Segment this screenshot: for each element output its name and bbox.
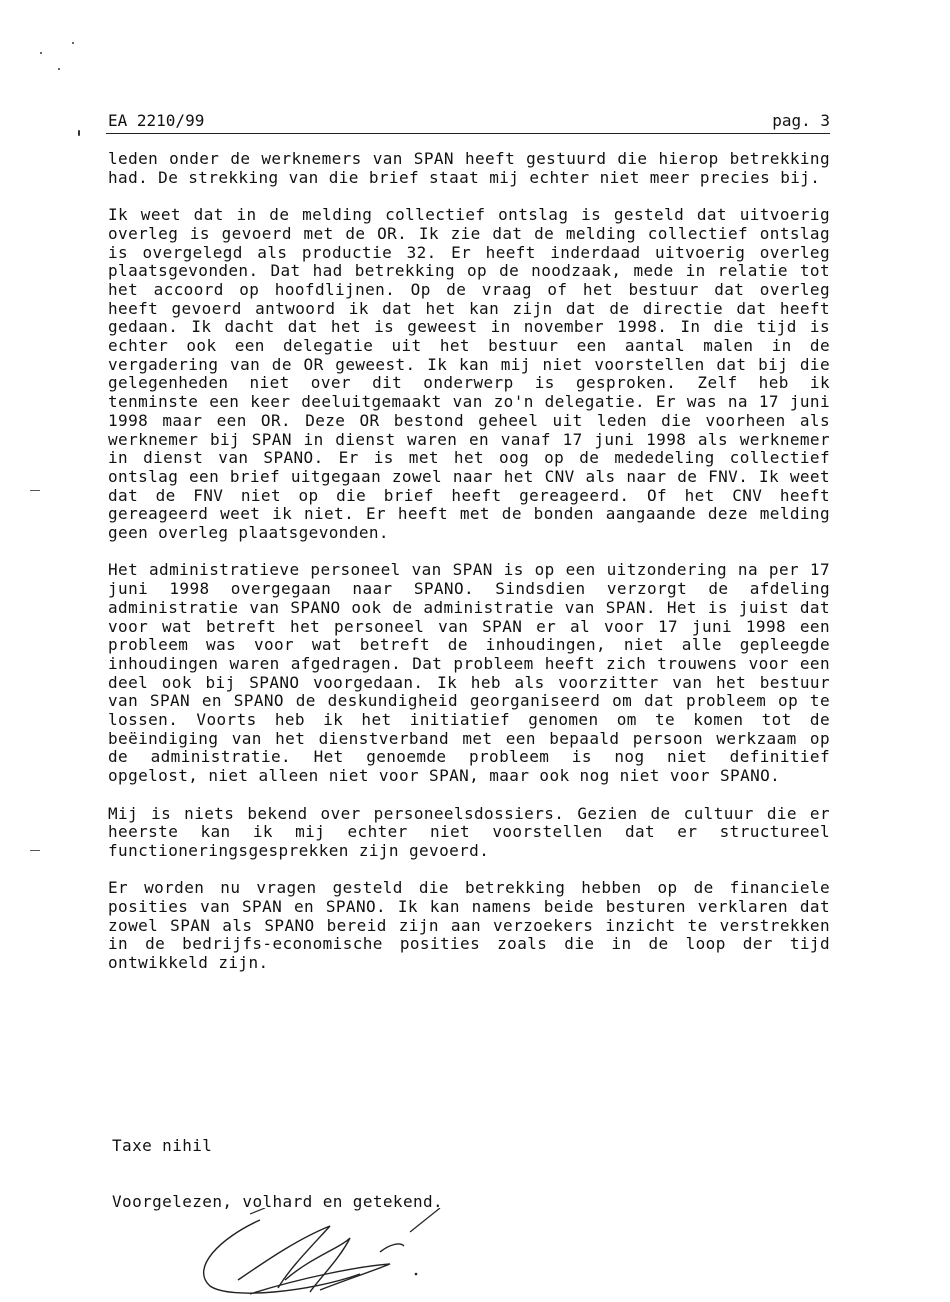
closing-note: Taxe nihil	[112, 1136, 213, 1155]
signature-image	[190, 1208, 450, 1302]
statement-body	[108, 150, 830, 992]
page-number: pag. 3	[772, 111, 830, 130]
header-rule	[106, 133, 830, 134]
case-reference: EA 2210/99	[108, 111, 205, 130]
paragraph: Ik weet dat in de melding collectief ontslag is gesteld dat uitvoerig overleg is gevoerd met de OR. Ik zie dat de melding collectief ontslag is overgelegd als productie 32. Er heeft inderdaad uitvoerig overleg plaatsgevonden. Dat had betrekking op de noodzaak, mede in relatie tot het accoord op hoofdlijnen. Op de vraag of het bestuur dat overleg heeft gevoerd antwoord ik dat het kan zijn dat de directie dat heeft gedaan. Ik dacht dat het is geweest in november 1998. In die tijd is echter ook een delegatie uit het bestuur een aantal malen in de vergadering van de OR geweest. Ik kan mij niet voorstellen dat bij die gelegenheden niet over dit onderwerp is gesproken. Zelf heb ik tenminste een keer deeluitgemaakt van zo'n delegatie. Er was na 17 juni 1998 maar een OR. Deze OR bestond geheel uit leden die voorheen als werknemer bij SPAN in dienst waren en vanaf 17 juni 1998 als werknemer in dienst van SPANO. Er is met het oog op de mededeling collectief ontslag een brief uitgegaan zowel naar het CNV als naar de FNV. Ik weet dat de FNV niet op die brief heeft gereageerd. Of het CNV heeft gereageerd weet ik niet. Er heeft met de bonden aangaande deze melding geen overleg plaatsgevonden.	[108, 205, 830, 543]
paragraph: Mij is niets bekend over personeelsdossiers. Gezien de cultuur die er heerste kan ik mij echter niet voorstellen dat er structureel functioneringsgesprekken zijn gevoerd.	[108, 803, 830, 860]
scan-speck	[58, 68, 60, 70]
page-header	[108, 110, 830, 132]
scan-speck	[78, 130, 80, 136]
paragraph: Het administratieve personeel van SPAN is op een uitzondering na per 17 juni 1998 overgegaan naar SPANO. Sindsdien verzorgt de afdeling administratie van SPANO ook de administratie van SPAN. Het is juist dat voor wat betreft het personeel van SPAN er al voor 17 juni 1998 een probleem was voor wat betreft de inhoudingen, niet alle gepleegde inhoudingen waren afgedragen. Dat probleem heeft zich trouwens voor een deel ook bij SPANO voorgedaan. Ik heb als voorzitter van het bestuur van SPAN en SPANO de deskundigheid georganiseerd om dat probleem op te lossen. Voorts heb ik het initiatief genomen om te komen tot de beëindiging van het dienstverband met een bepaald persoon werkzaam op de administratie. Het genoemde probleem is nog niet definitief opgelost, niet alleen niet voor SPAN, maar ook nog niet voor SPANO.	[108, 560, 830, 786]
paragraph: leden onder de werknemers van SPAN heeft gestuurd die hierop betrekking had. De strekking van die brief staat mij echter niet meer precies bij.	[108, 149, 830, 187]
margin-mark	[30, 850, 40, 851]
signoff-line: Voorgelezen, volhard en getekend.	[112, 1192, 444, 1211]
paragraph: Er worden nu vragen gesteld die betrekking hebben op de financiele posities van SPAN en SPANO. Ik kan namens beide besturen verklaren dat zowel SPAN als SPANO bereid zijn aan verzoekers inzicht te verstrekken in de bedrijfs-economische posities zoals die in de loop der tijd ontwikkeld zijn.	[108, 878, 830, 973]
margin-mark	[30, 490, 40, 491]
scan-speck	[72, 42, 74, 44]
scan-speck	[40, 52, 42, 54]
